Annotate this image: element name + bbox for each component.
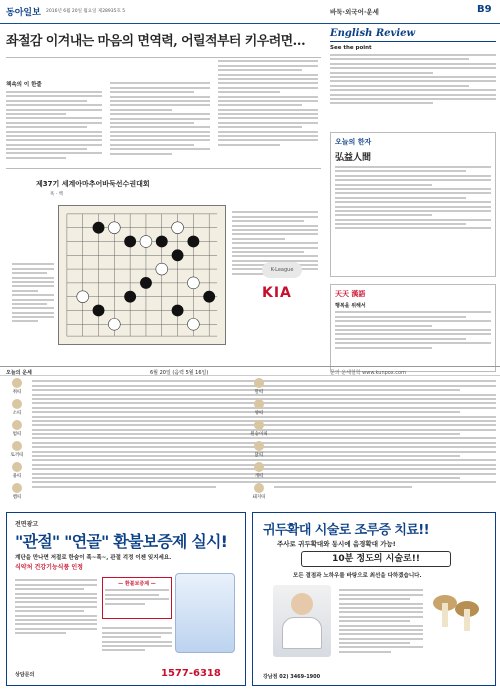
ad-certification: 식약처 건강기능식품 인정 bbox=[15, 564, 83, 571]
zodiac-rabbit: 토끼띠 bbox=[6, 441, 28, 459]
refund-guarantee-box bbox=[102, 577, 172, 619]
article-column-3 bbox=[218, 58, 318, 148]
see-point-label: See the point bbox=[330, 45, 372, 51]
clinic-ad[interactable] bbox=[252, 512, 496, 686]
rooster-icon bbox=[254, 441, 264, 451]
fortune-area bbox=[6, 378, 496, 506]
english-review-box bbox=[330, 41, 496, 137]
zodiac-ox: 소띠 bbox=[6, 399, 28, 417]
zodiac-dog: 개띠 bbox=[248, 462, 270, 480]
article-column-1 bbox=[6, 80, 102, 161]
body-text-lines bbox=[110, 82, 210, 154]
zodiac-pig: 돼지띠 bbox=[248, 483, 270, 501]
ox-icon bbox=[12, 399, 22, 409]
ad-phone-label: 상담문의 bbox=[15, 672, 35, 678]
body-text-lines bbox=[218, 60, 318, 145]
go-title: 제37기 세계아마추어바둑선수권대회 bbox=[36, 180, 150, 188]
go-board-diagram bbox=[59, 206, 225, 344]
refund-guarantee-title: — 환불보증제 — bbox=[118, 581, 156, 587]
fortune-label: 오늘의 운세 bbox=[6, 370, 32, 376]
page-number: B9 bbox=[477, 4, 492, 15]
zodiac-monkey: 원숭이띠 bbox=[248, 420, 270, 438]
english-review-title: English Review bbox=[330, 28, 416, 39]
page-header bbox=[0, 0, 500, 24]
fortune-source: 문의 운세철학 www.kunpox.com bbox=[330, 370, 406, 376]
tiger-icon bbox=[12, 420, 22, 430]
product-package-image bbox=[175, 573, 235, 653]
article-headline: 좌절감 이겨내는 마음의 면역력, 어릴적부터 키우려면… bbox=[6, 30, 321, 58]
zodiac-horse: 말띠 bbox=[248, 378, 270, 396]
dog-icon bbox=[254, 462, 264, 472]
rat-icon bbox=[12, 378, 22, 388]
clinic-ad-highlight: 10분 정도의 시술로!! bbox=[301, 551, 451, 567]
go-players: 흑 · 백 bbox=[50, 192, 63, 197]
mushroom-image bbox=[429, 589, 485, 635]
chinese-title: 天天 漢語 bbox=[335, 290, 366, 298]
hanja-phrase: 弘益人間 bbox=[335, 153, 372, 163]
clinic-ad-tagline: 모든 결점과 노하우를 바탕으로 최선을 다하겠습니다. bbox=[293, 573, 422, 579]
body-text-lines bbox=[6, 91, 102, 159]
column-title: 책속의 이 한줄 bbox=[6, 82, 42, 88]
zodiac-tiger: 범띠 bbox=[6, 420, 28, 438]
ad-body-text-2 bbox=[102, 625, 172, 654]
newspaper-name: 동아일보 bbox=[6, 8, 41, 18]
article-column-2 bbox=[110, 80, 210, 157]
clinic-ad-headline: 귀두확대 시술로 조루증 치료!! bbox=[263, 523, 429, 538]
sheep-icon bbox=[254, 399, 264, 409]
zodiac-dragon: 용띠 bbox=[6, 462, 28, 480]
fortune-bar bbox=[0, 366, 500, 376]
english-review bbox=[330, 28, 496, 137]
go-notes bbox=[12, 261, 54, 325]
hanja-section bbox=[330, 132, 496, 277]
clinic-ad-footer: 강남점 02) 3469-1900 bbox=[263, 674, 321, 680]
issue-info: 2016년 6월 20일 월요일 제28935호 5 bbox=[46, 9, 126, 14]
hanja-title: 오늘의 한자 bbox=[335, 138, 372, 146]
ad-subtitle: 계단을 만나면 저절로 한숨이 푹~푹~, 관절 걱정 이젠 잊지세요. bbox=[15, 555, 172, 561]
zodiac-rooster: 닭띠 bbox=[248, 441, 270, 459]
doctor-photo bbox=[273, 585, 331, 657]
kleague-logo: K-League bbox=[262, 262, 302, 278]
horse-icon bbox=[254, 378, 264, 388]
chinese-section bbox=[330, 284, 496, 372]
joint-supplement-ad[interactable] bbox=[6, 512, 246, 686]
kia-logo: KIA bbox=[262, 285, 292, 301]
clinic-ad-subtitle: 주사로 귀두확대와 동시에 음경확대 가능! bbox=[277, 540, 396, 548]
fortune-text-right bbox=[274, 378, 496, 490]
zodiac-rat: 쥐띠 bbox=[6, 378, 28, 396]
snake-icon bbox=[12, 483, 22, 493]
section-title: 바둑·외국어·운세 bbox=[330, 8, 379, 16]
chinese-subtitle: 행복을 위해서 bbox=[335, 303, 366, 309]
ad-body-text bbox=[15, 577, 97, 636]
ad-headline: "관절" "연골" 환불보증제 실시! bbox=[15, 532, 228, 551]
zodiac-snake: 뱀띠 bbox=[6, 483, 28, 501]
zodiac-sheep: 양띠 bbox=[248, 399, 270, 417]
pig-icon bbox=[254, 483, 264, 493]
fortune-date: 6월 20일 (음력 5월 16일) bbox=[150, 370, 209, 376]
ad-top-line: 전면광고 bbox=[15, 521, 39, 528]
go-board bbox=[58, 205, 226, 345]
monkey-icon bbox=[254, 420, 264, 430]
clinic-ad-body bbox=[339, 587, 423, 655]
rabbit-icon bbox=[12, 441, 22, 451]
dragon-icon bbox=[12, 462, 22, 472]
ad-phone-number[interactable]: 1577-6318 bbox=[161, 668, 221, 679]
